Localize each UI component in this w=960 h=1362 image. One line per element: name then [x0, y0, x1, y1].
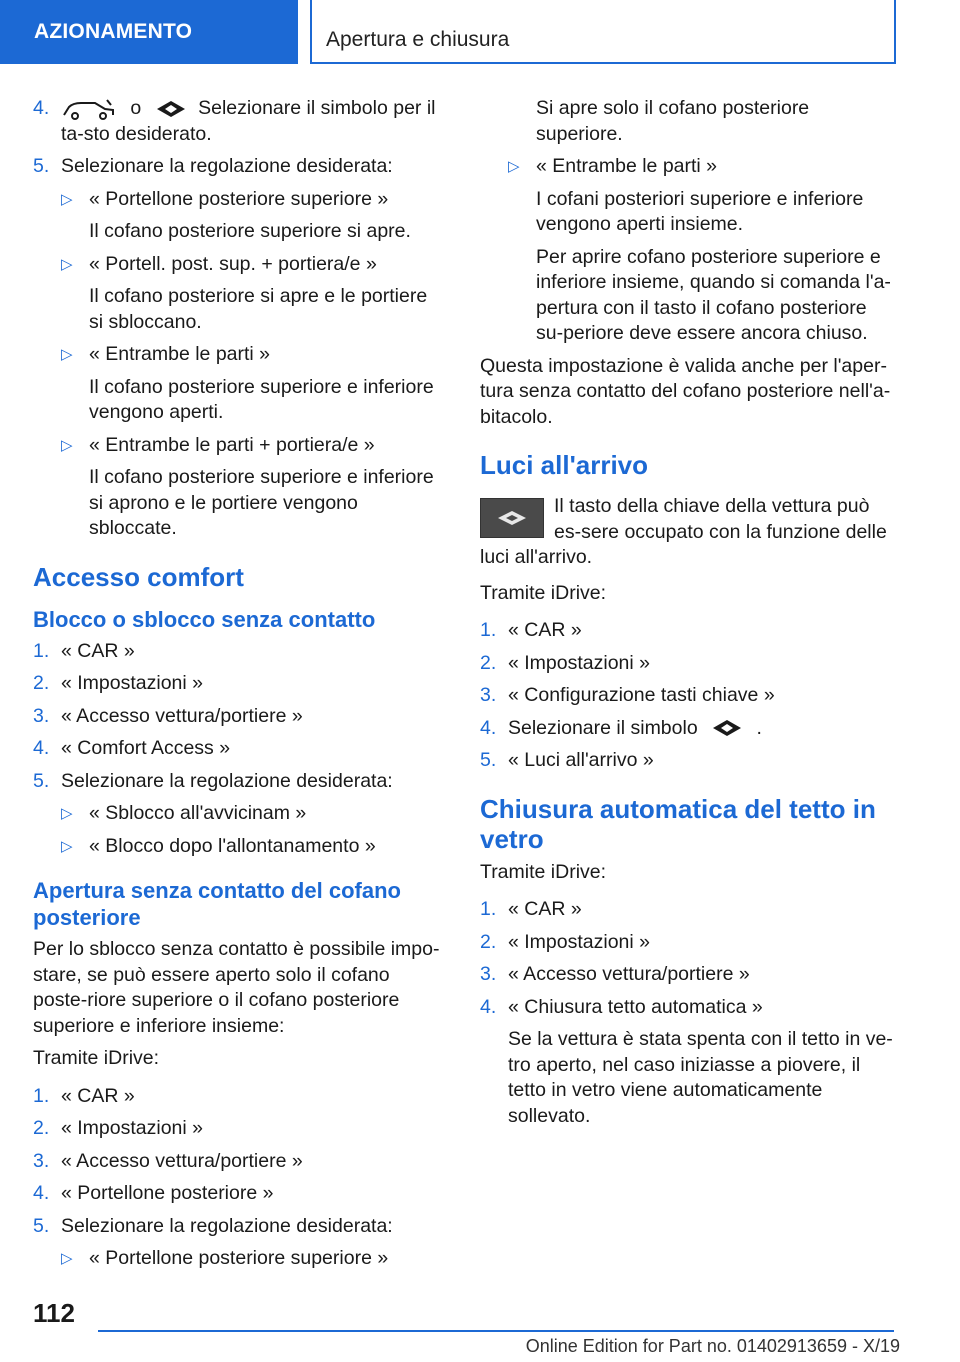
footer-edition: Online Edition for Part no. 01402913659 - X/19 — [525, 1336, 900, 1356]
list-item: 4. Selezionare il simbolo . — [480, 716, 762, 739]
footer-divider — [98, 1330, 894, 1332]
left-column — [33, 96, 446, 1279]
option-item: ▷ « Portellone posteriore superiore » — [33, 187, 446, 213]
heading-chiusura: Chiusura automatica del tetto in vetro — [480, 793, 876, 854]
page-number: 112 — [33, 1298, 75, 1328]
arrival-light-icon — [155, 99, 187, 119]
triangle-icon: ▷ — [61, 436, 73, 454]
list-item: 2. « Impostazioni » — [33, 672, 203, 694]
option-desc: Per aprire cofano posteriore superiore e inferiore insieme, quando si comanda l'a-pertura con il tasto il cofano posteriore su-periore deve essere ancora chiuso. — [536, 245, 891, 344]
triangle-icon: ▷ — [61, 255, 73, 273]
luci-paragraph: Il tasto della chiave della vettura può es-sere occupato con la funzione delle luci all'arrivo. — [480, 495, 887, 568]
option-item: ▷ « Portellone posteriore superiore » — [33, 1246, 446, 1272]
list-item: 5. Selezionare la regolazione desiderata: — [33, 769, 393, 792]
list-item: 3. « Accesso vettura/portiere » — [33, 1149, 303, 1172]
list-item: 5. Selezionare la regolazione desiderata: — [33, 155, 393, 177]
list-item: 5. « Luci all'arrivo » — [480, 749, 654, 771]
list-item: 1. « CAR » — [33, 1084, 135, 1107]
list-item: 1. « CAR » — [33, 639, 135, 662]
option-desc: I cofani posteriori superiore e inferiore vengono aperti insieme. — [536, 187, 864, 235]
list-item: 3. « Accesso vettura/portiere » — [33, 704, 303, 727]
list-item: 5. Selezionare la regolazione desiderata: — [33, 1214, 393, 1237]
option-desc: Il cofano posteriore superiore e inferiore si aprono e le portiere vengono sbloccate. — [89, 466, 434, 539]
triangle-icon: ▷ — [61, 346, 73, 363]
triangle-icon: ▷ — [508, 158, 520, 175]
list-item: 4. « Chiusura tetto automatica » — [480, 995, 763, 1018]
list-item: 2. « Impostazioni » — [480, 930, 650, 953]
option-item: ▷ « Entrambe le parti + portiera/e » — [33, 433, 446, 459]
list-item: 1. « CAR » — [480, 898, 582, 920]
key-button-icon — [480, 498, 544, 538]
car-tailgate-icon — [61, 97, 117, 121]
option-item: ▷ « Entrambe le parti » — [480, 154, 896, 180]
option-item: ▷ « Sblocco all'avvicinam » — [33, 801, 446, 827]
list-item: 4. o Selezionare il simbolo per il ta-sto desiderato. — [33, 97, 436, 145]
triangle-icon: ▷ — [61, 837, 73, 855]
list-item: 2. « Impostazioni » — [480, 651, 650, 674]
option-desc: Il cofano posteriore superiore e inferiore vengono aperti. — [89, 375, 434, 423]
apertura-paragraph: Per lo sblocco senza contatto è possibile impo-stare, se può essere aperto solo il cofano poste-riore superiore o il cofano posteriore superiore e inferiore insieme: — [33, 938, 440, 1037]
option-desc: Il cofano posteriore superiore si apre. — [89, 220, 411, 242]
list-item: 4. « Comfort Access » — [33, 737, 231, 759]
option-desc: Si apre solo il cofano posteriore superiore. — [536, 97, 810, 145]
option-item: ▷ « Entrambe le parti » — [33, 342, 446, 368]
arrival-light-icon — [711, 718, 743, 738]
triangle-icon: ▷ — [61, 190, 73, 208]
option-item: ▷ « Portell. post. sup. + portiera/e » — [33, 252, 446, 278]
tramite-label: Tramite iDrive: — [33, 1047, 160, 1069]
tramite-label: Tramite iDrive: — [480, 860, 607, 883]
right-column — [480, 96, 896, 1136]
header-section: AZIONAMENTO — [0, 0, 298, 64]
option-desc: Il cofano posteriore si apre e le portiere si sbloccano. — [89, 285, 428, 333]
list-item: 3. « Configurazione tasti chiave » — [480, 684, 775, 706]
header-title: Apertura e chiusura — [310, 0, 896, 64]
triangle-icon: ▷ — [61, 1250, 73, 1267]
list-item: 3. « Accesso vettura/portiere » — [480, 963, 750, 985]
heading-blocco: Blocco o sblocco senza contatto — [33, 606, 376, 632]
list-item: 2. « Impostazioni » — [33, 1117, 203, 1139]
heading-accesso-comfort: Accesso comfort — [33, 561, 244, 592]
list-item: 1. « CAR » — [480, 619, 582, 641]
heading-luci: Luci all'arrivo — [480, 450, 649, 480]
tramite-label: Tramite iDrive: — [480, 581, 607, 604]
list-item: 4. « Portellone posteriore » — [33, 1182, 274, 1204]
option-item: ▷ « Blocco dopo l'allontanamento » — [33, 834, 446, 860]
heading-apertura: Apertura senza contatto del cofano posteriore — [33, 878, 401, 930]
chiusura-desc: Se la vettura è stata spenta con il tetto in ve-tro aperto, nel caso iniziasse a piovere, il tetto in vetro viene automaticamente sollevato. — [508, 1028, 893, 1127]
info-paragraph: Questa impostazione è valida anche per l'aper-tura senza contatto del cofano posteriore nell'a-bitacolo. — [480, 354, 891, 428]
triangle-icon: ▷ — [61, 805, 73, 822]
